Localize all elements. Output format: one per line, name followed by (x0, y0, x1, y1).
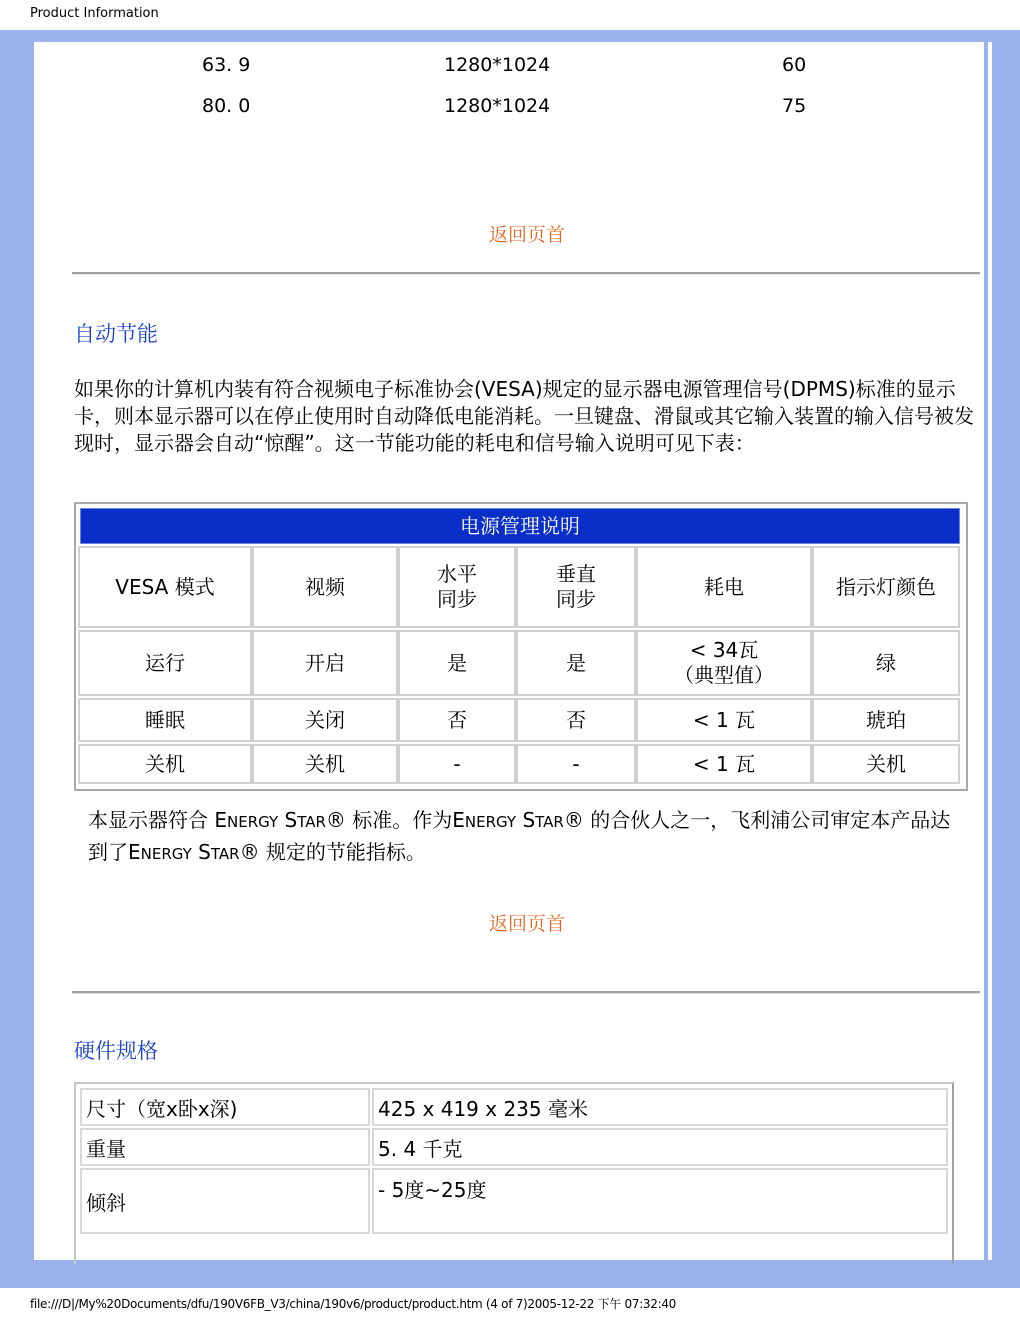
table-cell (78, 744, 252, 784)
power-intro: 如果你的计算机内装有符合视频电子标准协会(VESA)规定的显示器电源管理信号(DPMS)标准的显示卡，则本显示器可以在停止使用时自动降低电能消耗。一旦键盘、滑鼠或其它输入装置的输入信号被发现时，显示器会自动“惊醒”。这一节能功能的耗电和信号输入说明可见下表： (74, 377, 974, 455)
header-text: 耗电 (704, 574, 744, 599)
cell-text: 睡眠 (145, 707, 185, 732)
section-title-power: 自动节能 (74, 322, 158, 346)
content-panel (34, 42, 984, 1260)
table-cell (812, 630, 960, 696)
spec-label: 重量 (80, 1128, 370, 1166)
resolution-value: 1280*1024 (444, 54, 551, 76)
resolution-value: 1280*1024 (444, 95, 551, 117)
page-header-title: Product Information (30, 6, 159, 21)
note-text: S (278, 808, 298, 832)
table-cell (812, 698, 960, 742)
header-cell-led (812, 546, 960, 628)
cell-text: 关机 (145, 751, 185, 776)
divider (72, 272, 980, 275)
table-cell (252, 630, 398, 696)
header-cell-power (636, 546, 812, 628)
header-text: VESA 模式 (115, 574, 215, 599)
cell-text: - (572, 751, 580, 776)
header-cell-vsync (516, 546, 636, 628)
note-text: TAR (535, 813, 564, 831)
back-to-top-link[interactable]: 返回页首 (488, 913, 565, 935)
note-text: TAR (297, 813, 326, 831)
spec-value: 5. 4 千克 (372, 1128, 948, 1166)
table-row (74, 54, 980, 95)
note-text: 本显示器符合 E (88, 808, 227, 832)
hardware-spec-table (74, 1082, 954, 1264)
note-text: TAR (210, 845, 240, 863)
cell-text: 是 (566, 650, 586, 675)
header-text: 水平 同步 (437, 562, 477, 611)
cell-text: 运行 (145, 650, 185, 675)
table-cell (812, 744, 960, 784)
table-cell (252, 744, 398, 784)
registered-mark: ® (563, 808, 584, 832)
note-text: S (516, 808, 536, 832)
table-cell (516, 630, 636, 696)
table-cell (636, 630, 812, 696)
power-table (74, 502, 968, 791)
header-text: 视频 (305, 574, 345, 599)
table-cell (398, 630, 516, 696)
cell-text: 关机 (305, 751, 345, 776)
divider (72, 991, 980, 994)
note-text: 的合伙人之一，飞利浦公司审定本产品达到了E (88, 808, 951, 864)
cell-text: 开启 (305, 650, 345, 675)
scroll-edge (988, 42, 992, 1260)
page-footer-path: file:///D|/My%20Documents/dfu/190V6FB_V3/china/190v6/product/product.htm (4 of 7)2005-12-22 下午 07:32:40 (30, 1297, 677, 1311)
page-frame (0, 30, 1020, 1288)
spec-label: 倾斜 (80, 1168, 370, 1234)
cell-text: < 34瓦 （典型值） (674, 638, 774, 687)
table-cell (516, 698, 636, 742)
cell-text: 绿 (876, 650, 896, 675)
power-table-title: 电源管理说明 (80, 508, 960, 544)
note-text: S (191, 840, 211, 864)
cell-text: 关机 (866, 751, 906, 776)
hfreq-value: 63. 9 (202, 54, 251, 76)
table-cell (636, 744, 812, 784)
header-cell-video (252, 546, 398, 628)
cell-text: 是 (447, 650, 467, 675)
spec-value: - 5度~25度 (372, 1168, 948, 1234)
section-title-hardware: 硬件规格 (74, 1039, 158, 1063)
table-cell (78, 630, 252, 696)
hfreq-value: 80. 0 (202, 95, 251, 117)
vfreq-value: 75 (782, 95, 807, 117)
header-cell-mode (78, 546, 252, 628)
header-cell-hsync (398, 546, 516, 628)
cell-text: < 1 瓦 (692, 707, 756, 732)
note-text: NERGY (227, 813, 279, 831)
table-cell (398, 744, 516, 784)
note-text: 标准。作为E (345, 808, 465, 832)
cell-text: 否 (447, 707, 467, 732)
energy-star-note (88, 805, 968, 869)
registered-mark: ® (239, 840, 260, 864)
spec-label: 尺寸（宽x卧x深) (80, 1088, 370, 1126)
frequency-table (74, 54, 980, 136)
header-text: 指示灯颜色 (836, 574, 936, 599)
cell-text: 琥珀 (866, 707, 906, 732)
table-cell (636, 698, 812, 742)
note-text: NERGY (464, 813, 517, 831)
cell-text: - (453, 751, 461, 776)
note-text: 规定的节能指标。 (259, 840, 426, 864)
vfreq-value: 60 (782, 54, 807, 76)
spec-value: 425 x 419 x 235 毫米 (372, 1088, 948, 1126)
table-cell (398, 698, 516, 742)
header-text: 垂直 同步 (556, 562, 596, 611)
table-row (74, 95, 980, 136)
back-to-top-link[interactable]: 返回页首 (488, 224, 565, 246)
cell-text: 否 (566, 707, 586, 732)
table-cell (78, 698, 252, 742)
cell-text: 关闭 (305, 707, 345, 732)
cell-text: < 1 瓦 (692, 751, 756, 776)
table-cell (252, 698, 398, 742)
table-cell (516, 744, 636, 784)
registered-mark: ® (325, 808, 346, 832)
note-text: NERGY (140, 845, 192, 863)
